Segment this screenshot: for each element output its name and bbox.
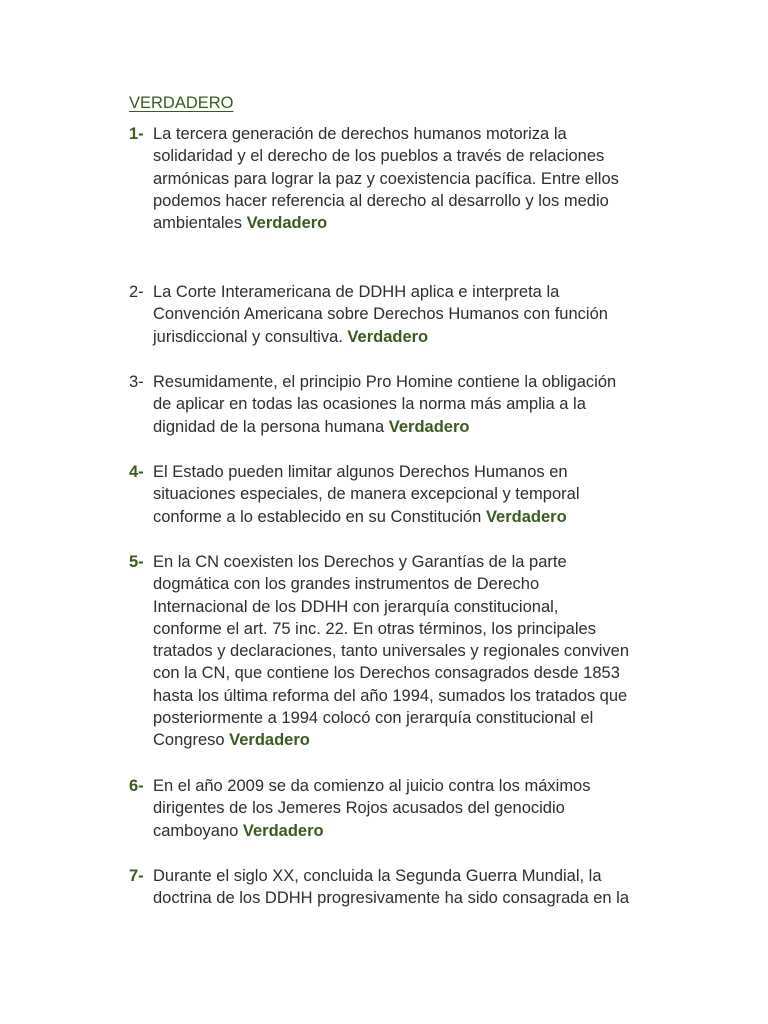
- item-statement: En el año 2009 se da comienzo al juicio contra los máximos dirigentes de los Jemeres Rojos acusados del genocidio camboyano: [153, 777, 591, 840]
- list-item-3: [129, 371, 669, 438]
- item-text: [153, 775, 669, 842]
- item-number: 3-: [129, 373, 144, 391]
- item-number: 5-: [129, 553, 144, 571]
- list-item-7: [129, 865, 669, 910]
- item-answer: Verdadero: [388, 417, 470, 436]
- page-heading: VERDADERO: [129, 94, 234, 112]
- item-answer: Verdadero: [485, 507, 567, 526]
- item-answer: Verdadero: [246, 214, 328, 233]
- item-number: 1-: [129, 125, 144, 143]
- list-item-1: [129, 123, 669, 234]
- item-answer: Verdadero: [229, 731, 310, 750]
- list-item-5: [129, 551, 669, 752]
- item-statement: La Corte Interamericana de DDHH aplica e interpreta la Convención Americana sobre Derechos Humanos con función jurisdiccional y consultiva.: [153, 283, 608, 346]
- item-text: [153, 551, 669, 752]
- item-number: 6-: [129, 777, 144, 795]
- list-item-4: [129, 461, 669, 528]
- item-statement: La tercera generación de derechos humanos motoriza la solidaridad y el derecho de los pueblos a través de relaciones armónicas para lograr la paz y coexistencia pacífica. Entre ellos podemos hacer referencia al derecho al desarrollo y los medio ambientales: [153, 125, 619, 233]
- list-item-6: [129, 775, 669, 842]
- item-number: 4-: [129, 463, 144, 481]
- item-statement: En la CN coexisten los Derechos y Garantías de la parte dogmática con los grandes instrumentos de Derecho Internacional de los DDHH con jerarquía constitucional, conforme el art. 75 inc. 22. En otras términos, los principales tratados y declaraciones, tanto universales y regionales conviven con la CN, que contiene los Derechos consagrados desde 1853 hasta los última reforma del año 1994, sumados los tratados que posteriormente a 1994 colocó con jerarquía constitucional el Congreso: [153, 553, 630, 750]
- item-text: [153, 281, 669, 348]
- item-statement: Resumidamente, el principio Pro Homine contiene la obligación de aplicar en todas las ocasiones la norma más amplia a la dignidad de la persona humana: [153, 373, 617, 436]
- item-number: 7-: [129, 867, 144, 885]
- item-number: 2-: [129, 283, 144, 301]
- item-answer: Verdadero: [242, 821, 324, 840]
- item-statement: El Estado pueden limitar algunos Derechos Humanos en situaciones especiales, de manera excepcional y temporal conforme a lo establecido en su Constitución: [153, 463, 580, 526]
- item-statement: Durante el siglo XX, concluida la Segunda Guerra Mundial, la doctrina de los DDHH progresivamente ha sido consagrada en la: [153, 867, 630, 908]
- item-text: [153, 371, 669, 438]
- item-text: [153, 865, 669, 910]
- item-answer: Verdadero: [347, 327, 429, 346]
- list-item-2: [129, 281, 669, 348]
- item-text: [153, 123, 669, 234]
- item-text: [153, 461, 669, 528]
